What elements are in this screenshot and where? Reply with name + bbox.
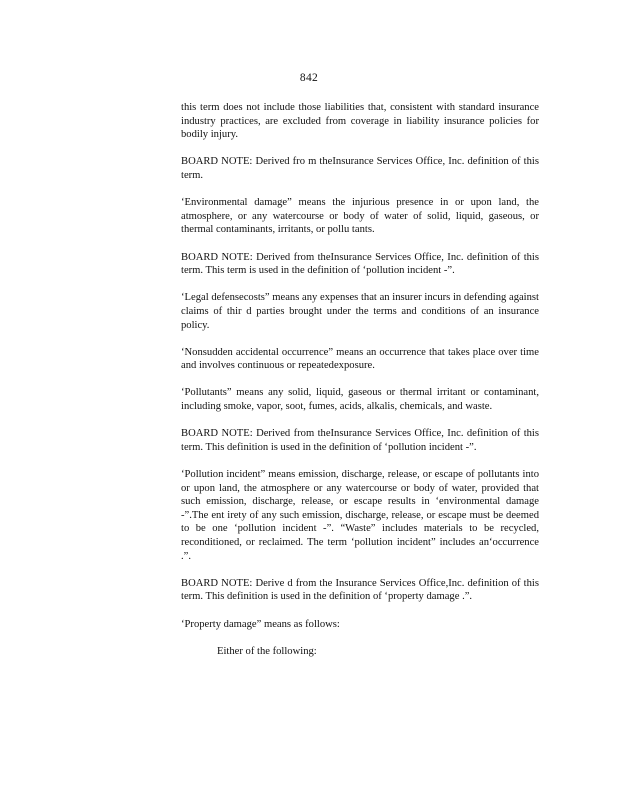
definition-legal-defense-costs: ‘Legal defensecosts” means any expenses that an insurer incurs in defending against claims of thir d parties brought under the terms and conditions of an insurance policy.: [181, 292, 539, 331]
board-note-2: BOARD NOTE: Derived from theInsurance Services Office, Inc. definition of this term. This term is used in the definition of ‘pollution incident -”.: [181, 251, 539, 277]
definition-property-damage: ‘Property damage” means as follows:: [181, 618, 340, 630]
definition-pollutants: ‘Pollutants” means any solid, liquid, gaseous or thermal irritant or contaminant, including smoke, vapor, soot, fumes, acids, alkalis, chemicals, and waste.: [181, 387, 539, 413]
definition-nonsudden-occurrence: ‘Nonsudden accidental occurrence” means an occurrence that takes place over time and involves continuous or repeatedexposure.: [181, 346, 539, 372]
paragraph-liability-exclusion: this term does not include those liabilities that, consistent with standard insurance industry practices, are excluded from coverage in liability insurance policies for bodily injury.: [181, 102, 539, 141]
board-note-3: BOARD NOTE: Derived from theInsurance Services Office, Inc. definition of this term. This definition is used in the definition of ‘pollution incident -”.: [181, 428, 539, 453]
definition-environmental-damage: ‘Environmental damage” means the injurious presence in or upon land, the atmosphere, or any watercourse or body of water of solid, liquid, gaseous, or thermal contaminants, irritants, or pollu tants.: [181, 197, 539, 236]
indented-line: Either of the following:: [217, 645, 317, 657]
definition-pollution-incident: ‘Pollution incident” means emission, discharge, release, or escape of pollutants into or upon land, the atmosphere or any watercourse or body of water, provided that such emission, discharge, release, or escape results in ‘environmental damage -”.The ent irety of any such emission, discharge, release, or escape must be deemed to be one ‘pollution incident -”. “Waste” includes materials to be recycled, reconditioned, or reclaimed. The term ‘pollution incident” includes an‘occurrence .”.: [181, 469, 539, 562]
board-note-4: BOARD NOTE: Derive d from the Insurance Services Office,Inc. definition of this term. This definition is used in the definition of ‘property damage .”.: [181, 577, 539, 603]
body-text: [181, 101, 539, 672]
board-note-1: BOARD NOTE: Derived fro m theInsurance Services Office, Inc. definition of this term.: [181, 156, 539, 181]
page-number: 842: [299, 72, 319, 84]
